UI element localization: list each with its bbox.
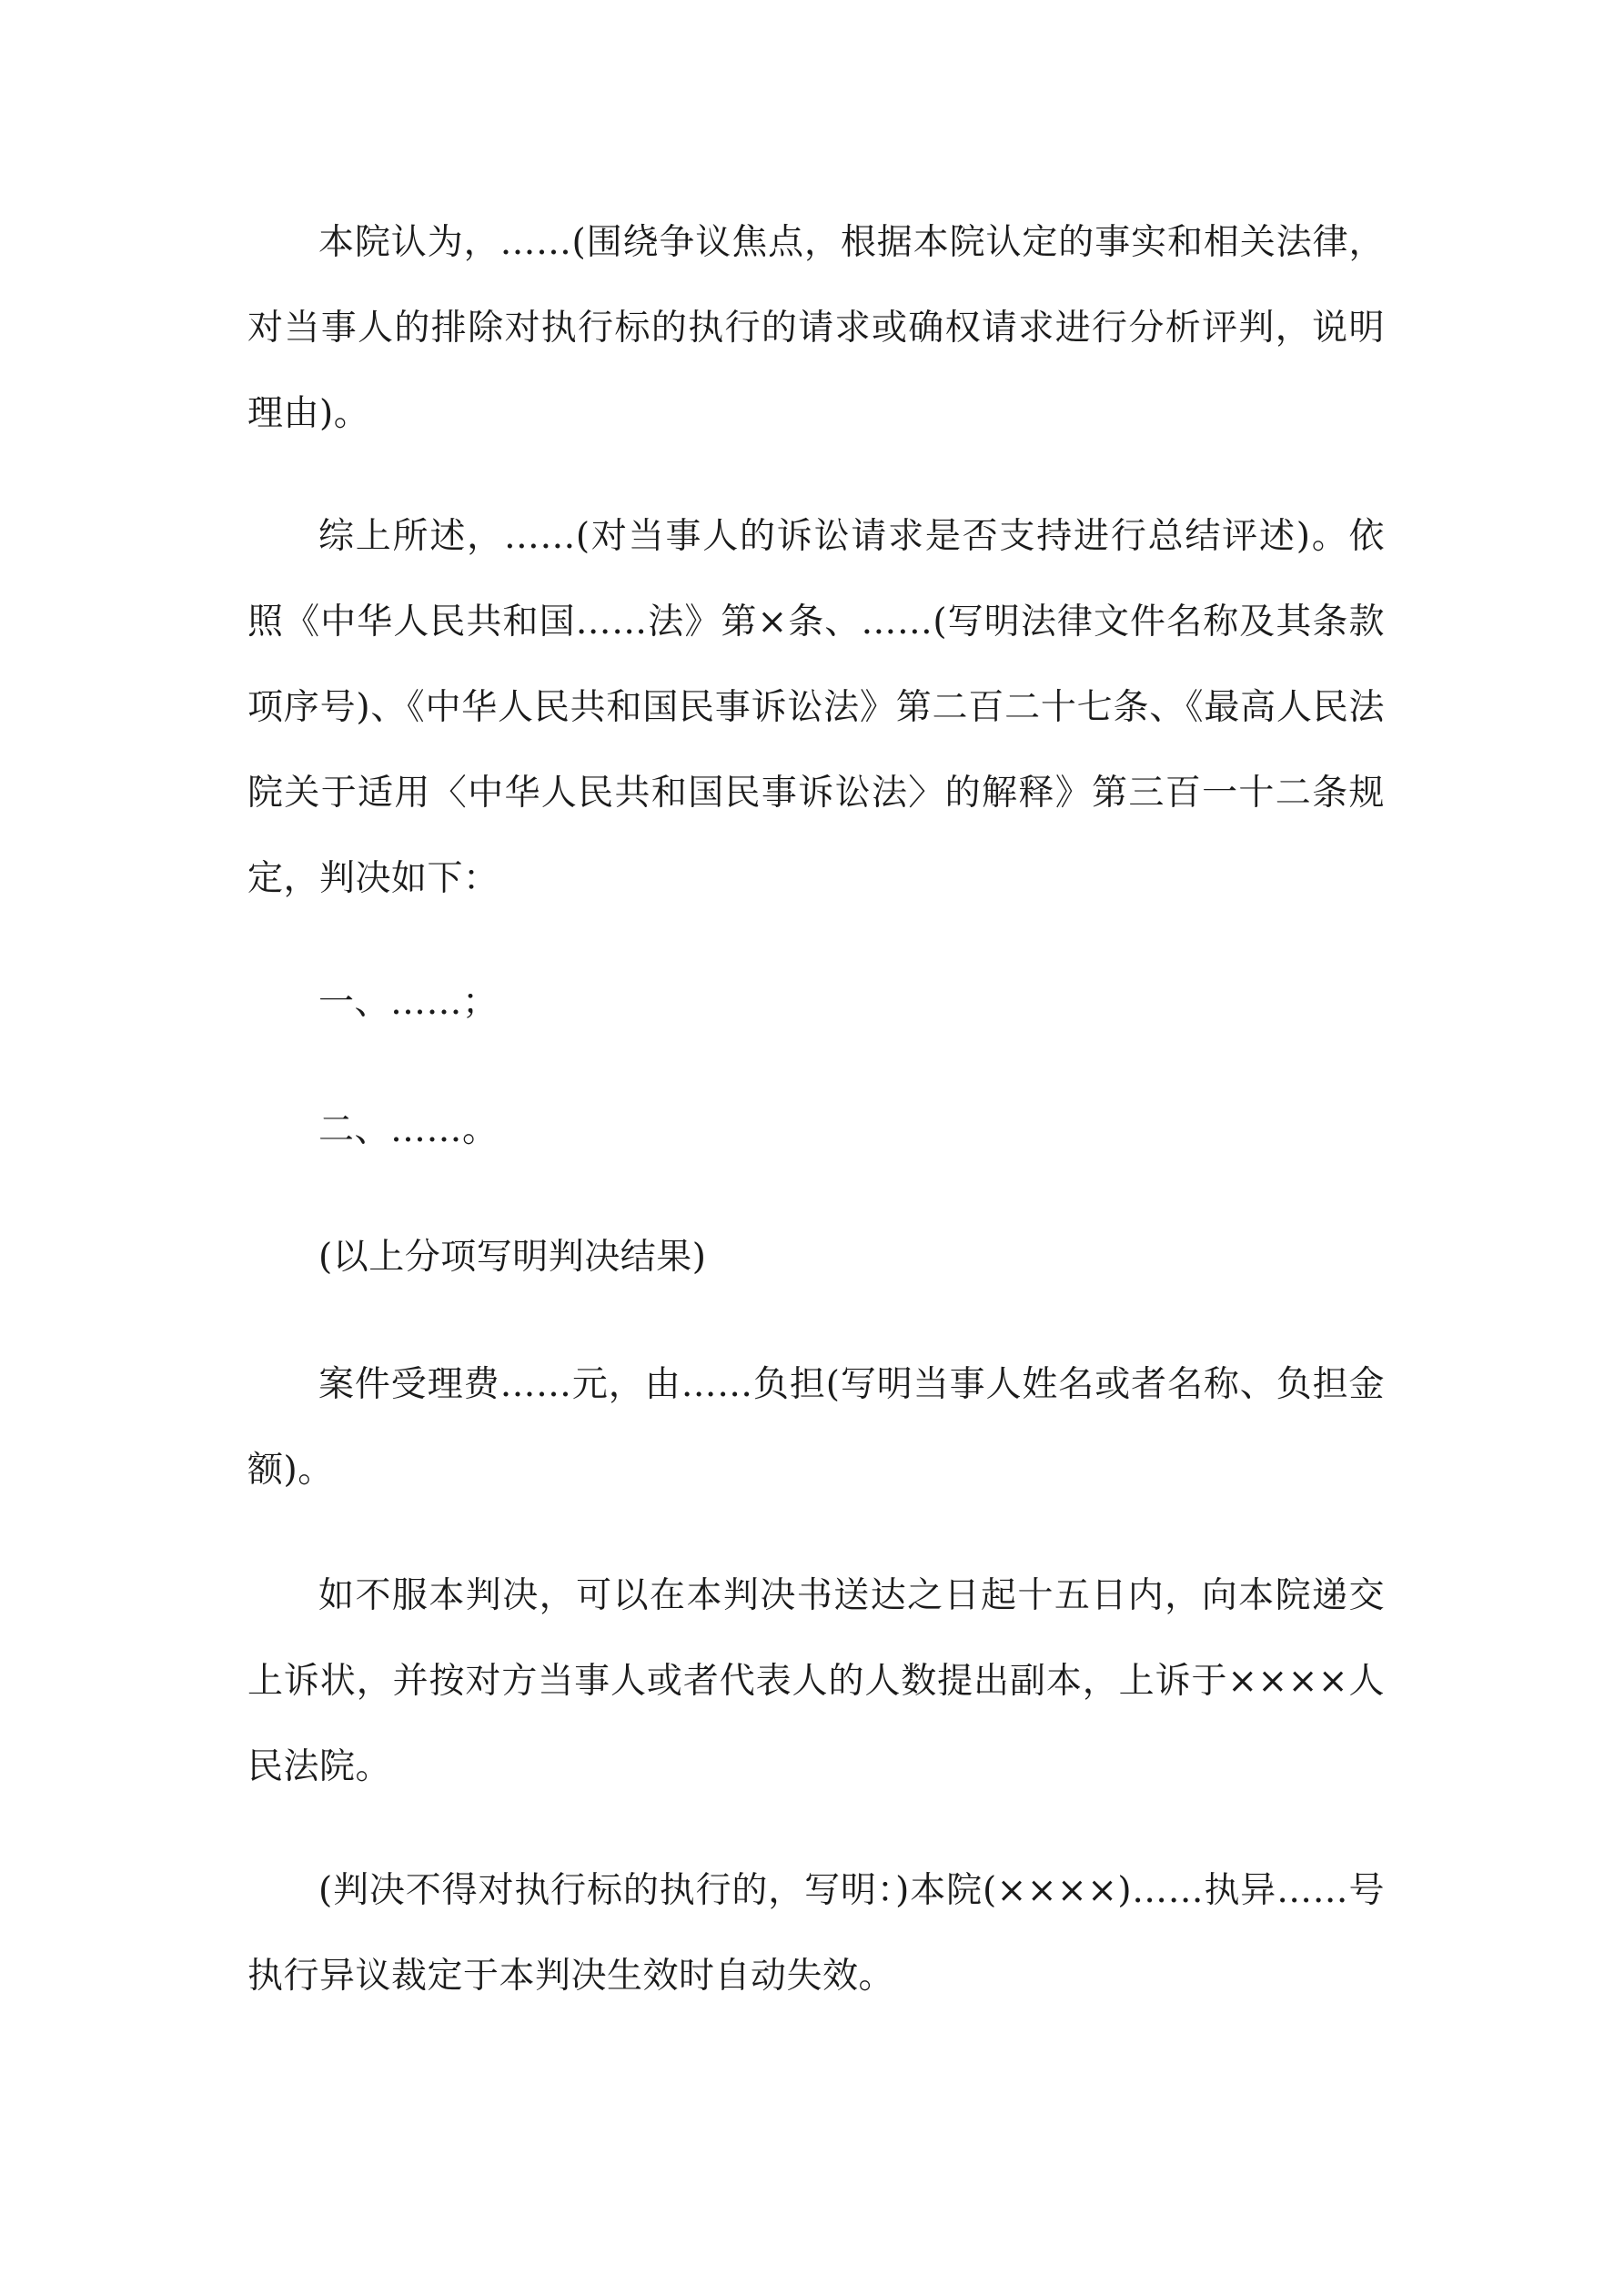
paragraph-text: (判决不得对执行标的执行的，写明：)本院(××××)……执异……号执行异议裁定于本判决生效时自动失效。: [247, 1870, 1385, 1997]
judgment-items-note: [247, 1215, 1385, 1300]
paragraph-text: 二、……。: [318, 1109, 499, 1150]
paragraph-text: (以上分项写明判决结果): [318, 1237, 707, 1278]
paragraph-ruling-invalidation: [247, 1848, 1385, 2019]
paragraph-case-fee: [247, 1342, 1385, 1513]
paragraph-text: 综上所述，……(对当事人的诉讼请求是否支持进行总结评述)。依照《中华人民共和国……法》第×条、……(写明法律文件名称及其条款项序号)、《中华人民共和国民事诉讼法》第二百二十七条、《最高人民法院关于适用〈中华人民共和国民事诉讼法〉的解释》第三百一十二条规定，判决如下：: [247, 516, 1385, 899]
paragraph-summary-legal-basis: [247, 494, 1385, 922]
judgment-item-1: [247, 960, 1385, 1046]
paragraph-text: 案件受理费……元，由……负担(写明当事人姓名或者名称、负担金额)。: [247, 1364, 1385, 1491]
paragraph-text: 本院认为，……(围绕争议焦点，根据本院认定的事实和相关法律，对当事人的排除对执行标的执行的请求或确权请求进行分析评判，说明理由)。: [247, 222, 1385, 434]
judgment-item-2: [247, 1087, 1385, 1173]
paragraph-court-reasoning: [247, 200, 1385, 457]
paragraph-text: 如不服本判决，可以在本判决书送达之日起十五日内，向本院递交上诉状，并按对方当事人或者代表人的人数提出副本，上诉于××××人民法院。: [247, 1575, 1385, 1787]
paragraph-text: 一、……；: [318, 982, 499, 1023]
paragraph-appeal-notice: [247, 1553, 1385, 1810]
